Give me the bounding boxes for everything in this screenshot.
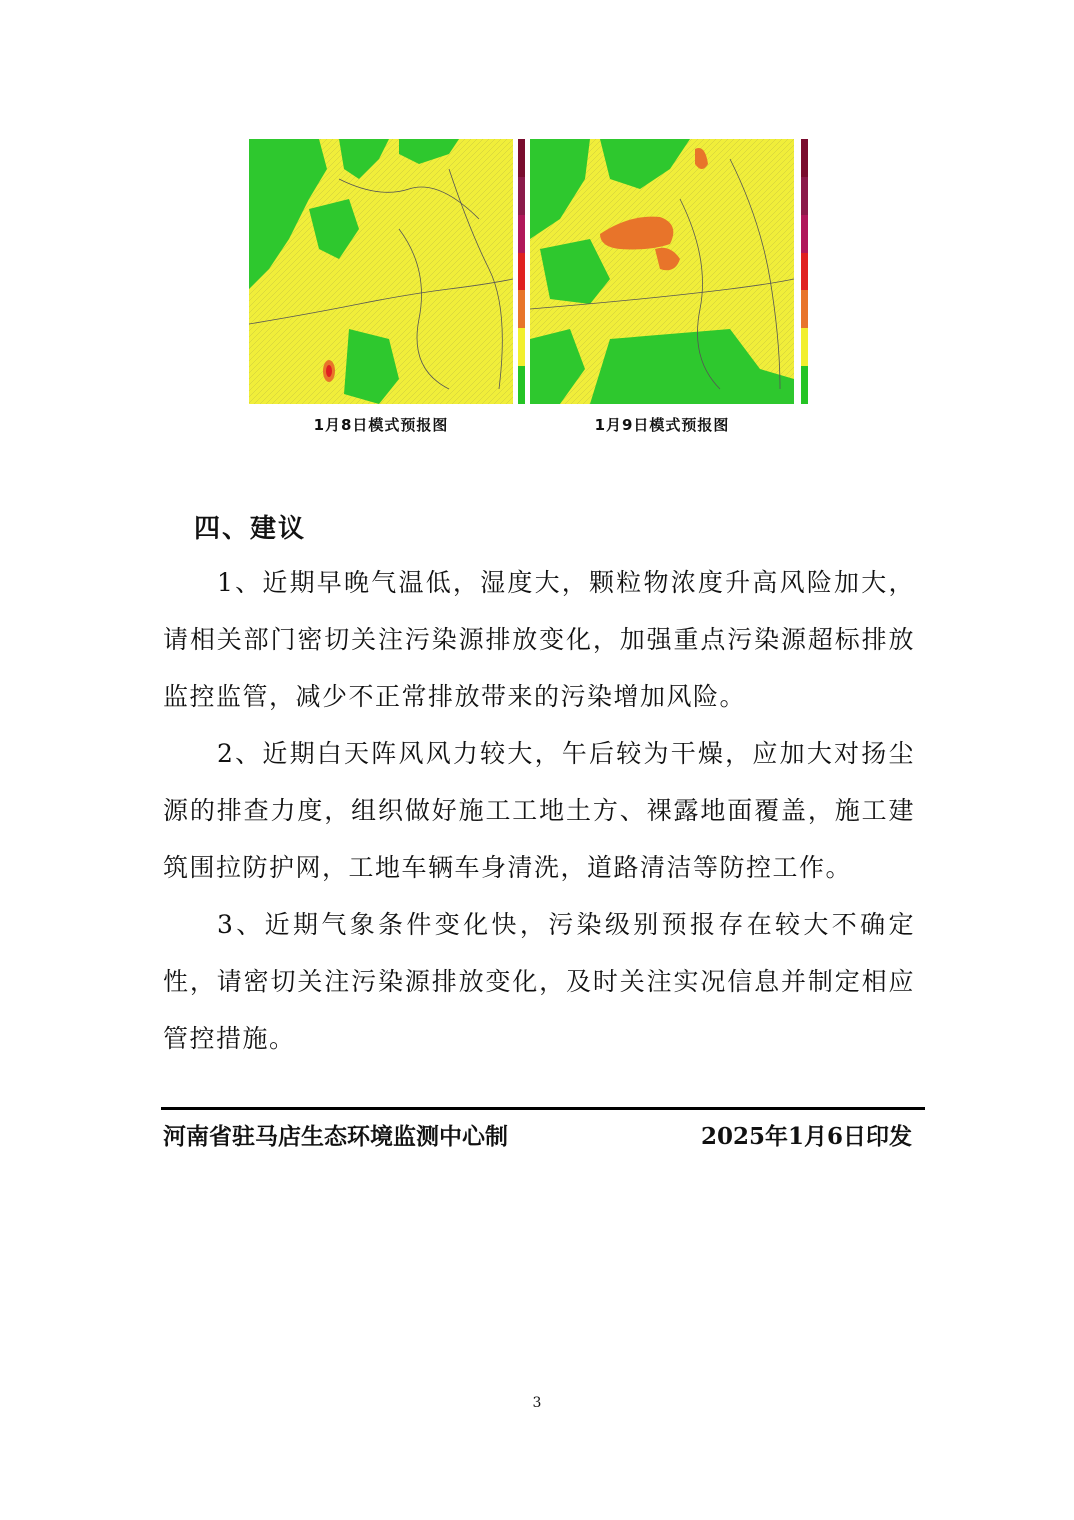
- legend-bar-jan8: [518, 139, 525, 404]
- legend-swatch: [518, 328, 525, 366]
- legend-swatch: [801, 177, 808, 215]
- legend-swatch: [518, 139, 525, 177]
- legend-swatch: [801, 215, 808, 253]
- page-number: 3: [532, 1395, 542, 1411]
- footer-divider: [161, 1107, 925, 1110]
- footer-organization: 河南省驻马店生态环境监测中心制: [163, 1123, 508, 1150]
- legend-swatch: [801, 328, 808, 366]
- map-caption-jan8: 1月8日模式预报图: [313, 416, 449, 434]
- forecast-map-jan9-graphic: [530, 139, 794, 404]
- map-caption-jan9: 1月9日模式预报图: [594, 416, 730, 434]
- recommendation-paragraph-3: 3、近期气象条件变化快，污染级别预报存在较大不确定性，请密切关注污染源排放变化，及时关注实况信息并制定相应管控措施。: [163, 910, 915, 1053]
- recommendation-paragraph-1: 1、近期早晚气温低，湿度大，颗粒物浓度升高风险加大，请相关部门密切关注污染源排放变化，加强重点污染源超标排放监控监管，减少不正常排放带来的污染增加风险。: [163, 568, 915, 711]
- footer-date: 2025年1月6日印发: [700, 1123, 912, 1150]
- legend-swatch: [518, 253, 525, 291]
- forecast-map-jan8: [249, 139, 513, 404]
- legend-swatch: [518, 290, 525, 328]
- legend-swatch: [801, 139, 808, 177]
- legend-swatch: [518, 215, 525, 253]
- forecast-map-jan8-graphic: [249, 139, 513, 404]
- legend-bar-jan9: [801, 139, 808, 404]
- recommendation-paragraph-2: 2、近期白天阵风风力较大，午后较为干燥，应加大对扬尘源的排查力度，组织做好施工工地土方、裸露地面覆盖，施工建筑围拉防护网，工地车辆车身清洗，道路清洁等防控工作。: [163, 739, 915, 882]
- legend-swatch: [801, 253, 808, 291]
- legend-swatch: [801, 290, 808, 328]
- legend-swatch: [801, 366, 808, 404]
- legend-swatch: [518, 366, 525, 404]
- section-heading: 四、建议: [194, 514, 307, 544]
- forecast-map-jan9: [530, 139, 794, 404]
- legend-swatch: [518, 177, 525, 215]
